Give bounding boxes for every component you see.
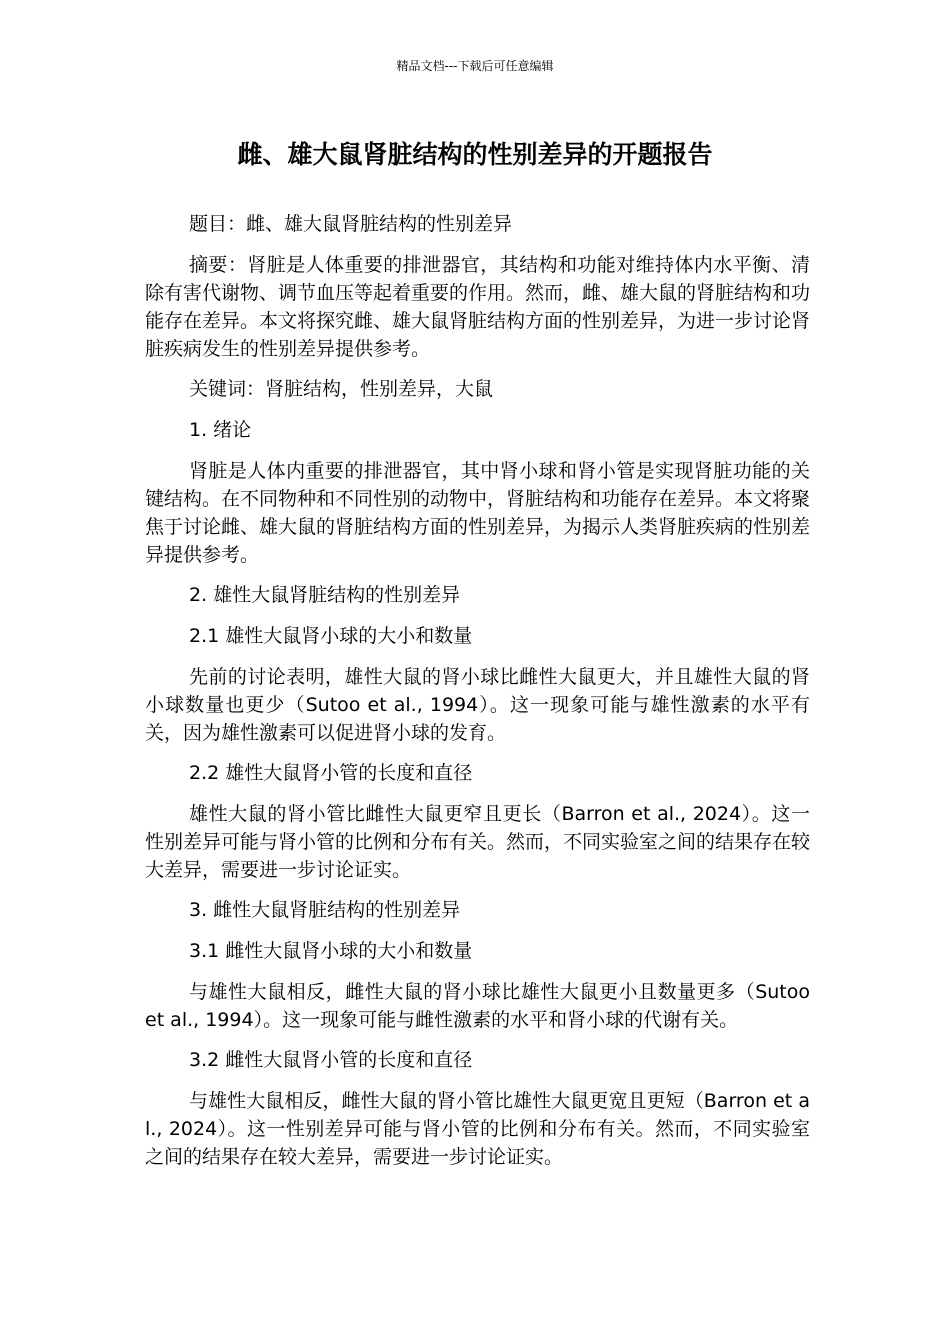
topic-line: 题目：雌、雄大鼠肾脏结构的性别差异 xyxy=(189,213,513,235)
section-heading-2: 2. 雄性大鼠肾脏结构的性别差异 xyxy=(189,584,461,606)
document-body xyxy=(145,210,810,1183)
section-heading-3: 3. 雌性大鼠肾脏结构的性别差异 xyxy=(189,899,461,921)
paragraph-2-1: 先前的讨论表明，雄性大鼠的肾小球比雌性大鼠更大，并且雄性大鼠的肾小球数量也更少（Sutoo et al., 1994）。这一现象可能与雄性激素的水平有关，因为雄性激素可以促进肾小球的发育。 xyxy=(145,666,810,744)
abstract-paragraph: 摘要：肾脏是人体重要的排泄器官，其结构和功能对维持体内水平衡、清除有害代谢物、调节血压等起着重要的作用。然而，雌、雄大鼠的肾脏结构和功能存在差异。本文将探究雌、雄大鼠肾脏结构方面的性别差异，为进一步讨论肾脏疾病发生的性别差异提供参考。 xyxy=(145,254,811,360)
subsection-heading-3-2: 3.2 雌性大鼠肾小管的长度和直径 xyxy=(189,1049,473,1071)
keywords-line: 关键词：肾脏结构，性别差异，大鼠 xyxy=(189,378,494,400)
subsection-heading-3-1: 3.1 雌性大鼠肾小球的大小和数量 xyxy=(189,940,473,962)
document-title: 雌、雄大鼠肾脏结构的性别差异的开题报告 xyxy=(237,140,713,169)
paragraph-3-1: 与雄性大鼠相反，雌性大鼠的肾小球比雄性大鼠更小且数量更多（Sutoo et al., 1994）。这一现象可能与雌性激素的水平和肾小球的代谢有关。 xyxy=(145,981,810,1031)
subsection-heading-2-1: 2.1 雄性大鼠肾小球的大小和数量 xyxy=(189,625,473,647)
intro-paragraph: 肾脏是人体内重要的排泄器官，其中肾小球和肾小管是实现肾脏功能的关键结构。在不同物种和不同性别的动物中，肾脏结构和功能存在差异。本文将聚焦于讨论雌、雄大鼠的肾脏结构方面的性别差异，为揭示人类肾脏疾病的性别差异提供参考。 xyxy=(145,460,811,566)
header-note: 精品文档---下载后可任意编辑 xyxy=(396,59,554,73)
subsection-heading-2-2: 2.2 雄性大鼠肾小管的长度和直径 xyxy=(189,762,473,784)
paragraph-3-2: 与雄性大鼠相反，雌性大鼠的肾小管比雄性大鼠更宽且更短（Barron et al., 2024）。这一性别差异可能与肾小管的比例和分布有关。然而，不同实验室之间的结果存在较大差异，需要进一步讨论证实。 xyxy=(145,1090,810,1168)
section-heading-1: 1. 绪论 xyxy=(189,419,252,441)
paragraph-2-2: 雄性大鼠的肾小管比雌性大鼠更窄且更长（Barron et al., 2024）。这一性别差异可能与肾小管的比例和分布有关。然而，不同实验室之间的结果存在较大差异，需要进一步讨论证实。 xyxy=(145,803,811,881)
